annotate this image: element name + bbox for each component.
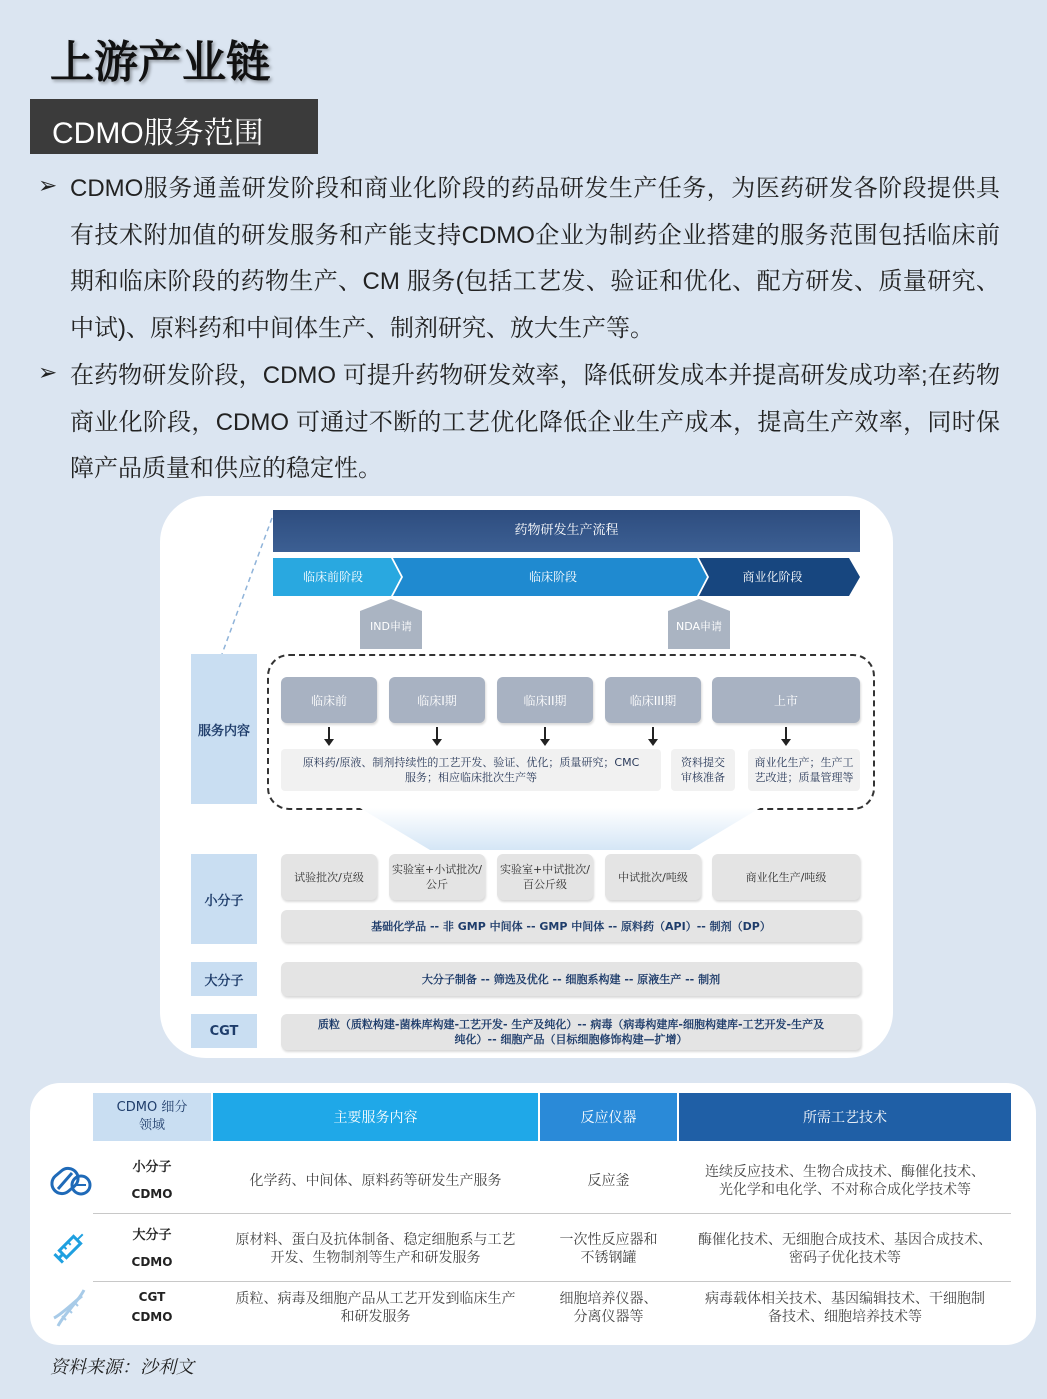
flow-header: 药物研发生产流程 (273, 510, 860, 552)
col-header-service: 主要服务内容 (213, 1093, 538, 1141)
commercial-desc-line1: 商业化生产；生产工 (754, 756, 854, 769)
bullet-marker-2: ➢ (38, 360, 58, 386)
service-desc-line2: 服务；相应临床批次生产等 (405, 771, 537, 784)
large-molecule-chain: 大分子制备 -- 筛选及优化 -- 细胞系构建 -- 原液生产 -- 制剂 (281, 962, 861, 996)
funnel-shape (360, 808, 760, 850)
row2-service: 原材料、蛋白及抗体制备、稳定细胞系与工艺 开发、生物制剂等生产和研发服务 (235, 1232, 516, 1266)
section-label: CDMO服务范围 (52, 117, 264, 150)
row3-name: CGT CDMO (131, 1290, 173, 1324)
review-desc-box (671, 749, 735, 791)
process-diagram-card (160, 496, 893, 1058)
cdmo-table-card (30, 1083, 1036, 1345)
bullet-marker-1: ➢ (38, 173, 58, 199)
scale-hundred-kg: 实验室+中试批次/ 百公斤级 (497, 854, 593, 900)
row1-service: 化学药、中间体、原料药等研发生产服务 (249, 1173, 502, 1189)
review-desc-line1: 资料提交 (681, 756, 725, 769)
dna-icon (52, 1288, 90, 1332)
stage-preclinical: 临床前 (281, 677, 377, 723)
scale-ton-commercial: 商业化生产/吨级 (712, 854, 860, 900)
bullet-text-1: CDMO服务通盖研发阶段和商业化阶段的药品研发生产任务，为医药研发各阶段提供具有技术附加值的研发服务和产能支持CDMO企业为制药企业搭建的服务范围包括临床前期和临床阶段的药物生产、CM 服务(包括工艺发、验证和优化、配方研发、质量研究、中试)、原料药和中间体生产、制剂研究、放大生产等。 (70, 175, 1000, 342)
row1-equipment: 反应釜 (587, 1173, 630, 1189)
section-banner (30, 99, 318, 154)
row-divider (93, 1213, 1011, 1214)
arrow-down-icon (652, 727, 654, 741)
stage-market: 上市 (712, 677, 860, 723)
phase-label-clinical: 临床阶段 (528, 570, 577, 584)
arrow-down-icon (785, 727, 787, 741)
col-header-segment: CDMO 细分 领域 (93, 1093, 211, 1141)
cgt-side-label: CGT (191, 1014, 257, 1048)
source-note: 资料来源：沙利文 (50, 1357, 194, 1378)
arrow-down-icon (328, 727, 330, 741)
bullet-text-2: 在药物研发阶段，CDMO 可提升药物研发效率，降低研发成本并提高研发成功率;在药物商业化阶段，CDMO 可通过不断的工艺优化降低企业生产成本，提高生产效率，同时保障产品质量和供应的稳定性。 (70, 362, 1000, 482)
row2-equipment: 一次性反应器和 不锈钢罐 (559, 1232, 658, 1266)
service-desc-box (281, 749, 661, 791)
row-divider (93, 1281, 1011, 1282)
col-header-technology: 所需工艺技术 (679, 1093, 1011, 1141)
row1-technology: 连续反应技术、生物合成技术、酶催化技术、 光化学和电化学、不对称合成化学技术等 (705, 1164, 985, 1198)
guide-line (220, 516, 280, 656)
row1-name: 小分子 CDMO (131, 1160, 173, 1201)
review-desc-line2: 审核准备 (681, 771, 725, 784)
arrow-down-icon (544, 727, 546, 741)
cgt-chain-line1: 质粒（质粒构建-菌株库构建-工艺开发- 生产及纯化）-- 病毒（病毒构建库-细胞构建库-工艺开发-生产及 (317, 1018, 825, 1031)
phase-label-commercial: 商业化阶段 (742, 570, 803, 584)
stage-phase3: 临床III期 (605, 677, 701, 723)
service-side-label: 服务内容 (191, 654, 257, 804)
stage-phase2: 临床II期 (497, 677, 593, 723)
scale-kilogram: 实验室+小试批次/ 公斤 (389, 854, 485, 900)
cgt-chain-line2: 纯化）-- 细胞产品（目标细胞修饰构建—扩增） (454, 1033, 688, 1046)
ind-label: IND申请 (370, 620, 412, 633)
arrow-down-icon (436, 727, 438, 741)
page-title: 上游产业链 (50, 37, 270, 88)
capsule-icon (48, 1163, 92, 1203)
row3-technology: 病毒载体相关技术、基因编辑技术、干细胞制 备技术、细胞培养技术等 (705, 1291, 985, 1325)
large-molecule-side-label: 大分子 (191, 962, 257, 996)
service-desc-line1: 原料药/原液、制剂持续性的工艺开发、验证、优化；质量研究；CMC (302, 756, 640, 769)
commercial-desc-line2: 艺改进；质量管理等 (754, 771, 854, 784)
phase-label-preclinical: 临床前阶段 (302, 570, 363, 584)
small-molecule-side-label: 小分子 (191, 854, 257, 944)
row3-service: 质粒、病毒及细胞产品从工艺开发到临床生产 和研发服务 (235, 1291, 516, 1325)
small-molecule-chain: 基础化学品 -- 非 GMP 中间体 -- GMP 中间体 -- 原料药（API）-- 制剂（DP） (281, 910, 861, 942)
row2-name: 大分子 CDMO (131, 1228, 173, 1269)
commercial-desc-box (748, 749, 860, 791)
syringe-icon (50, 1227, 90, 1271)
nda-label: NDA申请 (675, 620, 723, 633)
cgt-chain (281, 1014, 861, 1050)
col-header-equipment: 反应仪器 (540, 1093, 677, 1141)
row2-technology: 酶催化技术、无细胞合成技术、基因合成技术、 密码子优化技术等 (698, 1232, 992, 1266)
stage-phase1: 临床I期 (389, 677, 485, 723)
row3-equipment: 细胞培养仪器、 分离仪器等 (559, 1291, 658, 1325)
scale-gram: 试验批次/克级 (281, 854, 377, 900)
scale-ton-pilot: 中试批次/吨级 (605, 854, 701, 900)
